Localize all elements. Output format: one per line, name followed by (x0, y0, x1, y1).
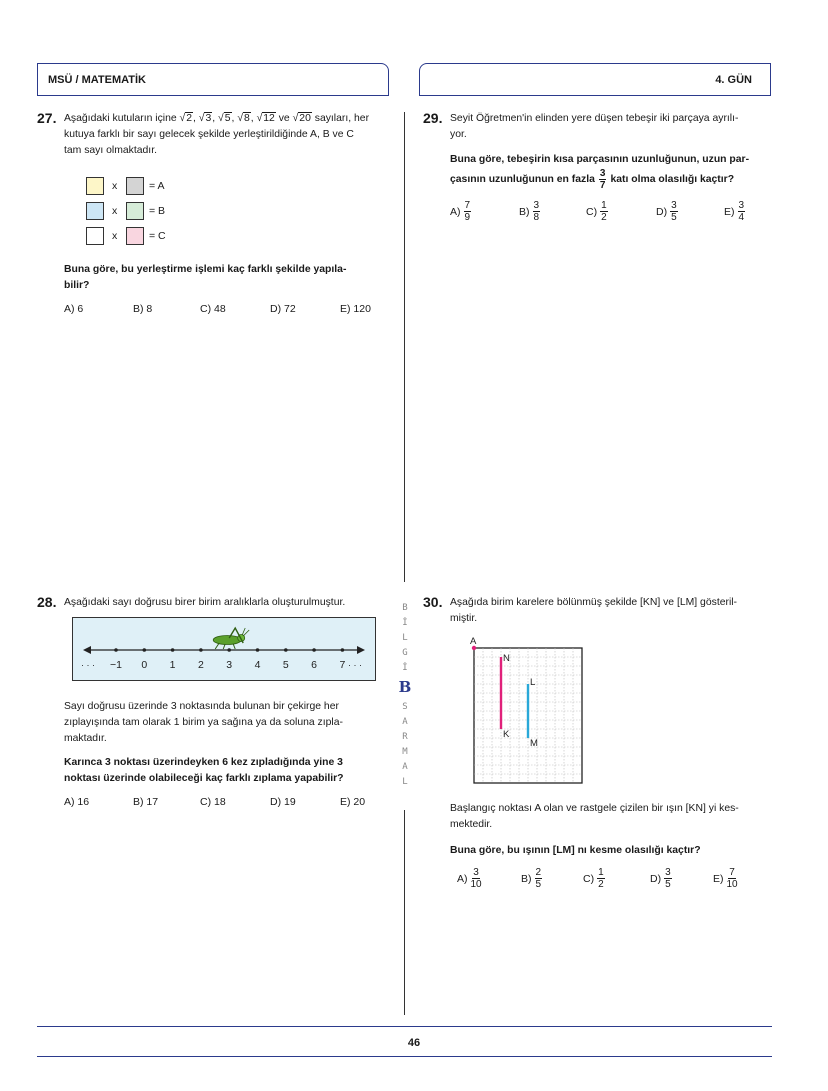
grid-label-n: N (503, 653, 510, 664)
q27-question-line: Buna göre, bu yerleştirme işlemi kaç farklı şekilde yapıla- (64, 264, 347, 275)
q28-body (64, 699, 389, 747)
q27-result-label: = C (149, 230, 166, 242)
sidebar-brand-letter: L (402, 633, 408, 643)
number-line-box (72, 617, 376, 681)
q28-text: Aşağıdaki sayı doğrusu birer birim aralıklarla oluşturulmuştur. (64, 597, 346, 608)
q29-option-c[interactable] (586, 200, 656, 223)
number-line-tick (143, 648, 147, 652)
fraction-denominator: 5 (535, 879, 542, 890)
q27-times-sign: x (112, 205, 118, 217)
footer-line-top (37, 1026, 772, 1027)
q27-times-sign: x (112, 230, 118, 242)
q30-body-line: Başlangıç noktası A olan ve rastgele çizilen bir ışın [KN] yi kes- (450, 803, 739, 814)
fraction-denominator: 10 (726, 879, 738, 890)
option-fraction (738, 200, 746, 223)
number-line-label: 2 (197, 659, 204, 671)
q27-text (64, 111, 389, 159)
option-label: E) (713, 872, 724, 885)
fraction-numerator: 2 (535, 867, 542, 878)
number-line-label: 5 (282, 659, 289, 671)
grid-label-l: L (530, 677, 536, 688)
q29-option-d[interactable] (656, 200, 724, 223)
option-label: D) (656, 205, 668, 218)
fraction-denominator: 2 (598, 879, 604, 890)
fraction-denominator: 10 (470, 879, 482, 890)
q30-option-e[interactable] (713, 867, 773, 890)
option-label: A) (450, 205, 461, 218)
q27-option-b[interactable]: B) 8 (133, 303, 153, 315)
q28-option-d[interactable]: D) 19 (270, 796, 296, 808)
option-label: D) (650, 872, 662, 885)
q30-text-line: miştir. (450, 613, 478, 624)
fraction-denominator: 4 (738, 212, 745, 223)
q27-text-line: Aşağıdaki kutuların içine √2, √3, √5, √8, √12 ve √20 sayıları, her (64, 113, 370, 124)
number-line-label: 7 (339, 659, 346, 671)
number-line-tick (341, 648, 345, 652)
sidebar-brand-letter: S (402, 702, 408, 712)
q28-option-e[interactable]: E) 20 (340, 796, 366, 808)
q27-box-left (86, 177, 104, 195)
q27-option-a[interactable]: A) 6 (64, 303, 84, 315)
number-line-tick (227, 648, 231, 652)
q30-grid-figure (466, 634, 588, 786)
option-label: A) (457, 872, 468, 885)
header-left-box (37, 63, 389, 96)
grid-label-m: M (530, 738, 538, 749)
q29-option-b[interactable] (519, 200, 586, 223)
option-fraction (471, 867, 482, 890)
option-fraction (464, 200, 472, 223)
publisher-logo-icon: B (398, 678, 412, 696)
option-fraction (597, 867, 605, 890)
option-fraction (670, 200, 678, 223)
sidebar-brand-letter: M (402, 747, 408, 757)
fraction-numerator: 3 (671, 200, 677, 211)
footer-line-bottom (37, 1056, 772, 1057)
number-line-label: 3 (226, 659, 233, 671)
fraction-numerator: 3 (473, 867, 479, 878)
q27-times-sign: x (112, 180, 118, 192)
option-label: C) (583, 872, 595, 885)
fraction-denominator: 2 (601, 212, 607, 223)
header-right-box (419, 63, 771, 96)
q29-number: 29. (423, 110, 443, 126)
page-number: 46 (407, 1037, 421, 1049)
number-line-label: −1 (110, 659, 122, 671)
q28-body-line: zıplayışında tam olarak 1 birim ya sağına ya da soluna zıpla- (64, 717, 343, 728)
q27-box-left (86, 202, 104, 220)
column-divider-bottom (404, 810, 405, 1015)
q28-number: 28. (37, 594, 57, 610)
q29-text-line: yor. (450, 129, 467, 140)
q27-text-line: tam sayı olmaktadır. (64, 145, 157, 156)
q30-option-b[interactable] (521, 867, 583, 890)
q29-question-line: Buna göre, tebeşirin kısa parçasının uzunluğunun, uzun par- (450, 154, 750, 165)
fraction-denominator: 5 (671, 212, 677, 223)
fraction-denominator: 9 (464, 212, 471, 223)
option-label: C) (586, 205, 598, 218)
q28-question-line: noktası üzerinde olabileceği kaç farklı zıplama yapabilir? (64, 773, 344, 784)
option-fraction (727, 867, 738, 890)
q27-result-label: = B (149, 205, 166, 217)
option-fraction (600, 200, 608, 223)
q30-body-line: mektedir. (450, 819, 493, 830)
q30-number: 30. (423, 594, 443, 610)
q27-question (64, 262, 389, 294)
q27-option-c[interactable]: C) 48 (200, 303, 226, 315)
q29-question-fraction (599, 168, 607, 191)
fraction-numerator: 1 (601, 200, 607, 211)
q30-question: Buna göre, bu ışının [LM] nı kesme olasılığı kaçtır? (450, 845, 701, 856)
number-line-right-dots: · · · (348, 660, 362, 670)
header-left-title: MSÜ / MATEMATİK (48, 74, 146, 86)
option-label: B) (519, 205, 530, 218)
number-line-label: 0 (141, 659, 148, 671)
fraction-numerator: 3 (665, 867, 671, 878)
q27-box-right (126, 227, 144, 245)
sidebar-brand-letter: İ (402, 663, 408, 673)
q28-question-line: Karınca 3 noktası üzerindeyken 6 kez zıpladığında yine 3 (64, 757, 343, 768)
column-divider-top (404, 112, 405, 582)
q29-options (450, 200, 784, 223)
sidebar-brand-letter: G (402, 648, 408, 658)
q29-option-e[interactable] (724, 200, 784, 223)
q29-option-a[interactable] (450, 200, 519, 223)
q28-option-c[interactable]: C) 18 (200, 796, 226, 808)
q27-option-d[interactable]: D) 72 (270, 303, 296, 315)
q29-text-line: Seyit Öğretmen'in elinden yere düşen tebeşir iki parçaya ayrılı- (450, 113, 739, 124)
q28-body-line: maktadır. (64, 733, 107, 744)
option-fraction (533, 200, 541, 223)
q30-text (450, 595, 772, 627)
q30-text-line: Aşağıda birim karelere bölünmüş şekilde [KN] ve [LM] gösteril- (450, 597, 738, 608)
q30-body (450, 801, 772, 833)
number-line-tick (284, 648, 288, 652)
sidebar-brand-letter: L (402, 777, 408, 787)
fraction-numerator: 1 (598, 867, 604, 878)
q29-question (450, 152, 772, 191)
grid-label-a: A (470, 636, 477, 647)
number-line-label: 1 (169, 659, 176, 671)
fraction-denominator: 5 (665, 879, 671, 890)
q29-question-line (450, 168, 772, 191)
q30-option-d[interactable] (650, 867, 713, 890)
fraction-numerator: 3 (599, 168, 606, 179)
grid-label-k: K (503, 729, 510, 740)
q30-option-c[interactable] (583, 867, 650, 890)
q27-box-right (126, 202, 144, 220)
fraction-denominator: 7 (599, 180, 606, 191)
number-line-label: 4 (254, 659, 261, 671)
q29-text (450, 111, 772, 143)
q29-question-post: katı olma olasılığı kaçtır? (610, 173, 735, 185)
option-label: E) (724, 205, 735, 218)
header-right-title: 4. GÜN (715, 74, 752, 86)
sidebar-brand-letter: R (402, 732, 408, 742)
q27-options (64, 303, 371, 315)
q27-box-right (126, 177, 144, 195)
q28-option-a[interactable]: A) 16 (64, 796, 90, 808)
number-line-label: 6 (311, 659, 318, 671)
number-line-tick (114, 648, 118, 652)
fraction-numerator: 7 (729, 867, 735, 878)
number-line (73, 618, 375, 680)
q27-option-e[interactable]: E) 120 (340, 303, 371, 315)
q28-question (64, 755, 389, 787)
q27-result-label: = A (149, 180, 165, 192)
fraction-numerator: 7 (464, 200, 471, 211)
sidebar-brand-letter: A (402, 762, 408, 772)
option-fraction (535, 867, 543, 890)
q27-question-line: bilir? (64, 280, 90, 291)
sidebar-brand-letter: A (402, 717, 408, 727)
sidebar-brand-letter: İ (402, 618, 408, 628)
q28-body-line: Sayı doğrusu üzerinde 3 noktasında bulunan bir çekirge her (64, 701, 339, 712)
fraction-numerator: 3 (533, 200, 540, 211)
q30-option-a[interactable] (457, 867, 521, 890)
option-label: B) (521, 872, 532, 885)
q27-box-left (86, 227, 104, 245)
number-line-tick (256, 648, 260, 652)
q29-question-pre: çasının uzunluğunun en fazla (450, 173, 595, 185)
number-line-tick (171, 648, 175, 652)
number-line-tick (312, 648, 316, 652)
sidebar-brand-letter: B (402, 603, 408, 613)
q27-number: 27. (37, 110, 57, 126)
fraction-numerator: 3 (738, 200, 745, 211)
q28-options (64, 796, 365, 808)
q30-options (457, 867, 773, 890)
number-line-left-dots: · · · (81, 660, 95, 670)
q28-option-b[interactable]: B) 17 (133, 796, 159, 808)
number-line-tick (199, 648, 203, 652)
fraction-denominator: 8 (533, 212, 540, 223)
option-fraction (664, 867, 672, 890)
q27-text-line: kutuya farklı bir sayı gelecek şekilde yerleştirildiğinde A, B ve C (64, 129, 354, 140)
